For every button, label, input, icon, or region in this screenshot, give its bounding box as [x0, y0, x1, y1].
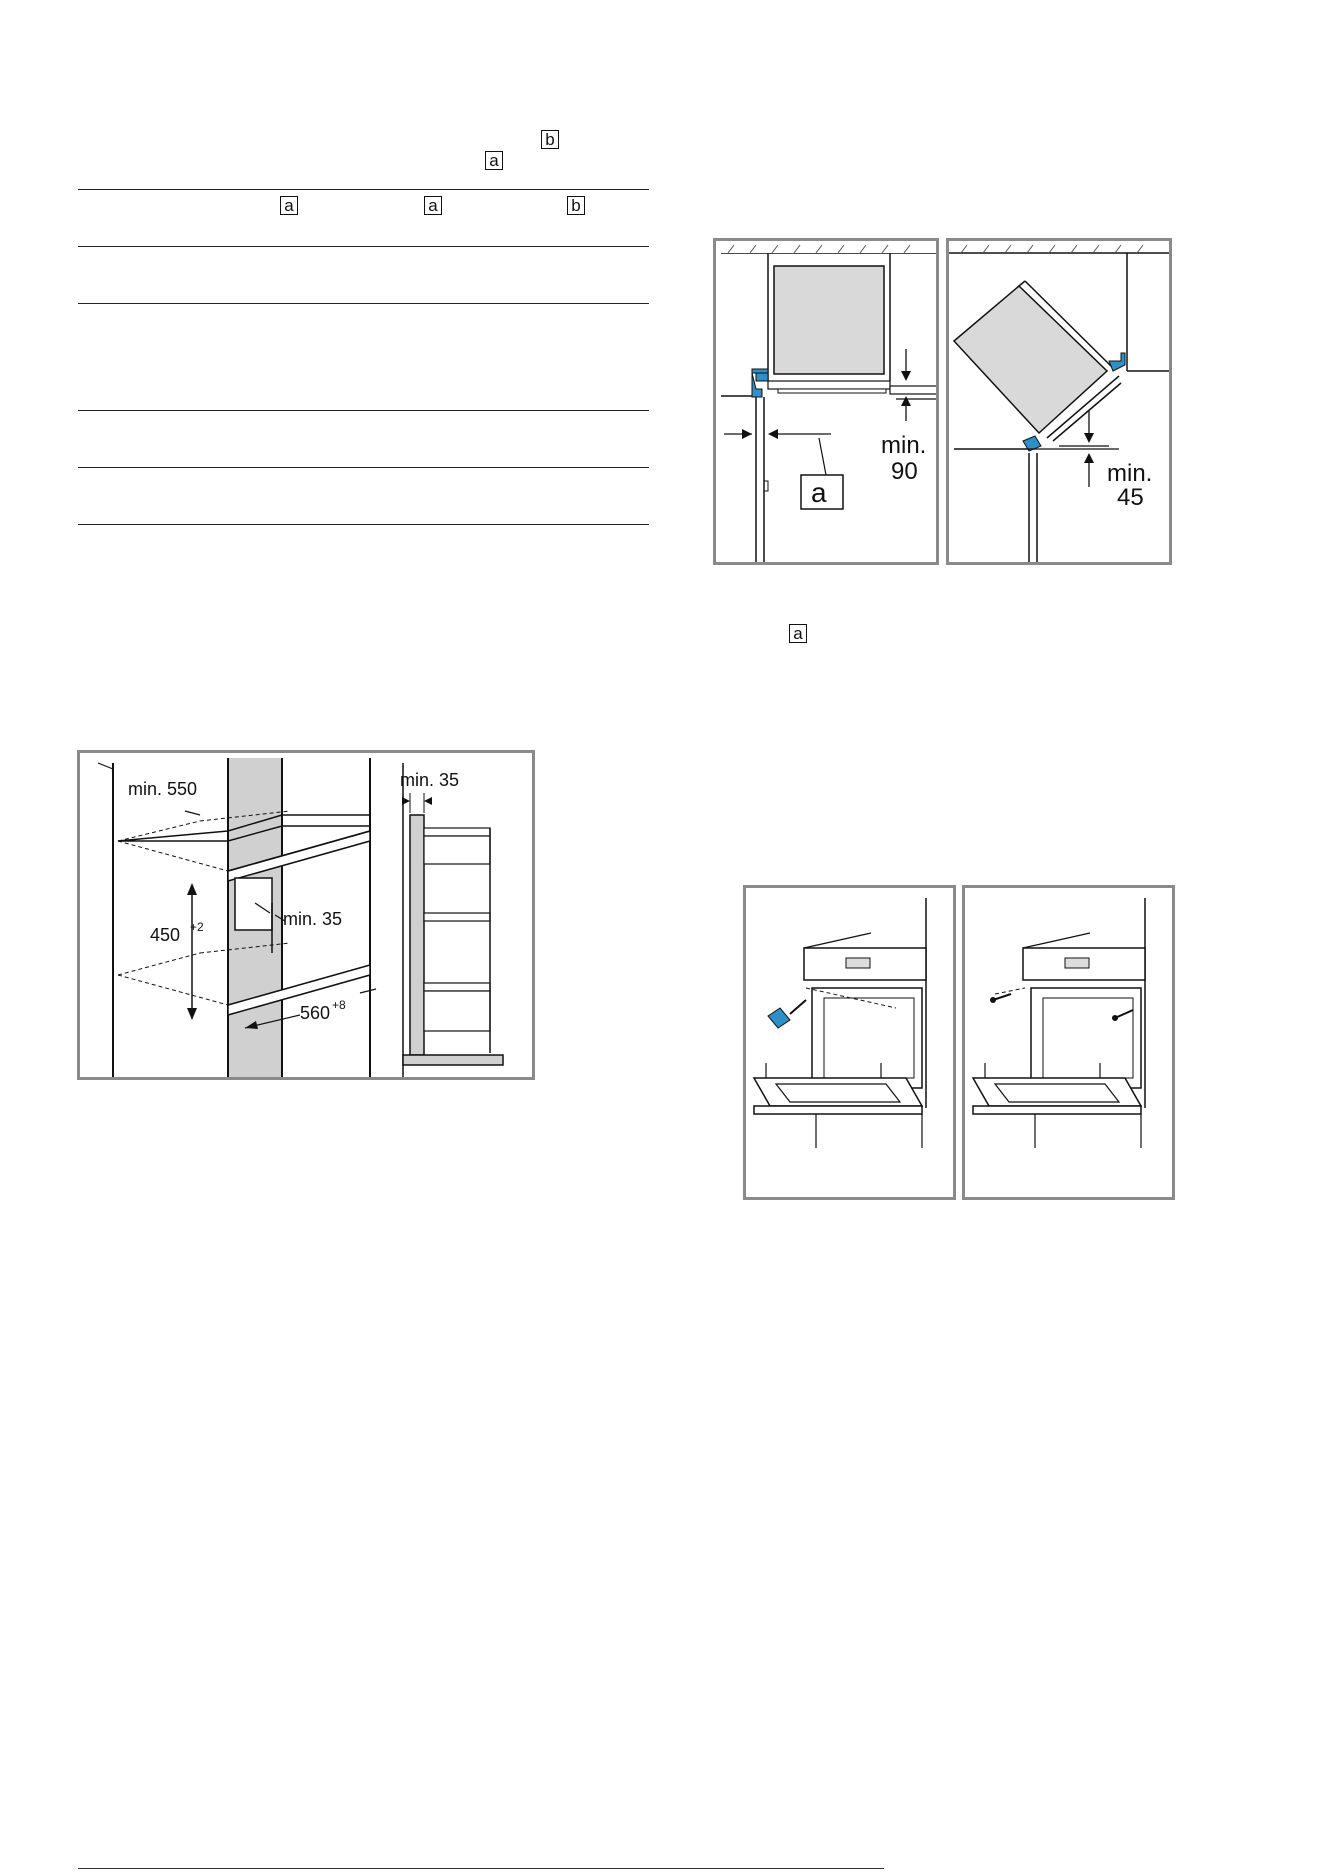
fastening-drawing-right [965, 888, 1172, 1197]
dim-width-label: 560 [300, 1003, 331, 1023]
screwdriver-icon [768, 1000, 806, 1028]
dim-depth-label: min. 550 [128, 779, 198, 799]
niche-dimensions-drawing [80, 753, 532, 1077]
table-rule-top [78, 189, 649, 190]
marker-a-top: a [485, 151, 503, 170]
fastening-figure-right [962, 885, 1175, 1200]
dim-left-value-label: 90 [891, 458, 918, 485]
callout-a-label: a [811, 477, 827, 508]
table-rule-header [78, 246, 649, 247]
table-rule-row2 [78, 410, 649, 411]
table-rule-row3 [78, 467, 649, 468]
table-rule-row1 [78, 303, 649, 304]
door-clearance-figure-left [713, 238, 939, 565]
fastening-figure-left [743, 885, 956, 1200]
door-clearance-drawing-right [949, 241, 1169, 562]
table-rule-bottom [78, 524, 649, 525]
table-header-marker-a-2: a [424, 196, 442, 215]
dim-width-tolerance: +8 [332, 998, 346, 1012]
dim-left-min-label: min. [881, 432, 927, 459]
door-clearance-figure-right [946, 238, 1172, 565]
table-header-marker-b: b [567, 196, 585, 215]
door-clearance-drawing-left [716, 241, 936, 562]
dim-right-min-label: min. [1107, 460, 1153, 487]
dim-height-label: 450 [150, 925, 181, 945]
dim-right-value-label: 45 [1117, 484, 1144, 511]
table-header-marker-a-1: a [280, 196, 298, 215]
dim-side-label: min. 35 [400, 770, 460, 790]
footer-rule [78, 1868, 884, 1869]
ceiling-hatch-right [961, 245, 1143, 253]
dim-rear-label: min. 35 [283, 909, 343, 929]
dim-height-tolerance: +2 [190, 920, 204, 934]
niche-dimensions-figure [77, 750, 535, 1080]
marker-a-text: a [789, 624, 807, 643]
fastening-drawing-left [746, 888, 953, 1197]
marker-b-top: b [541, 130, 559, 149]
